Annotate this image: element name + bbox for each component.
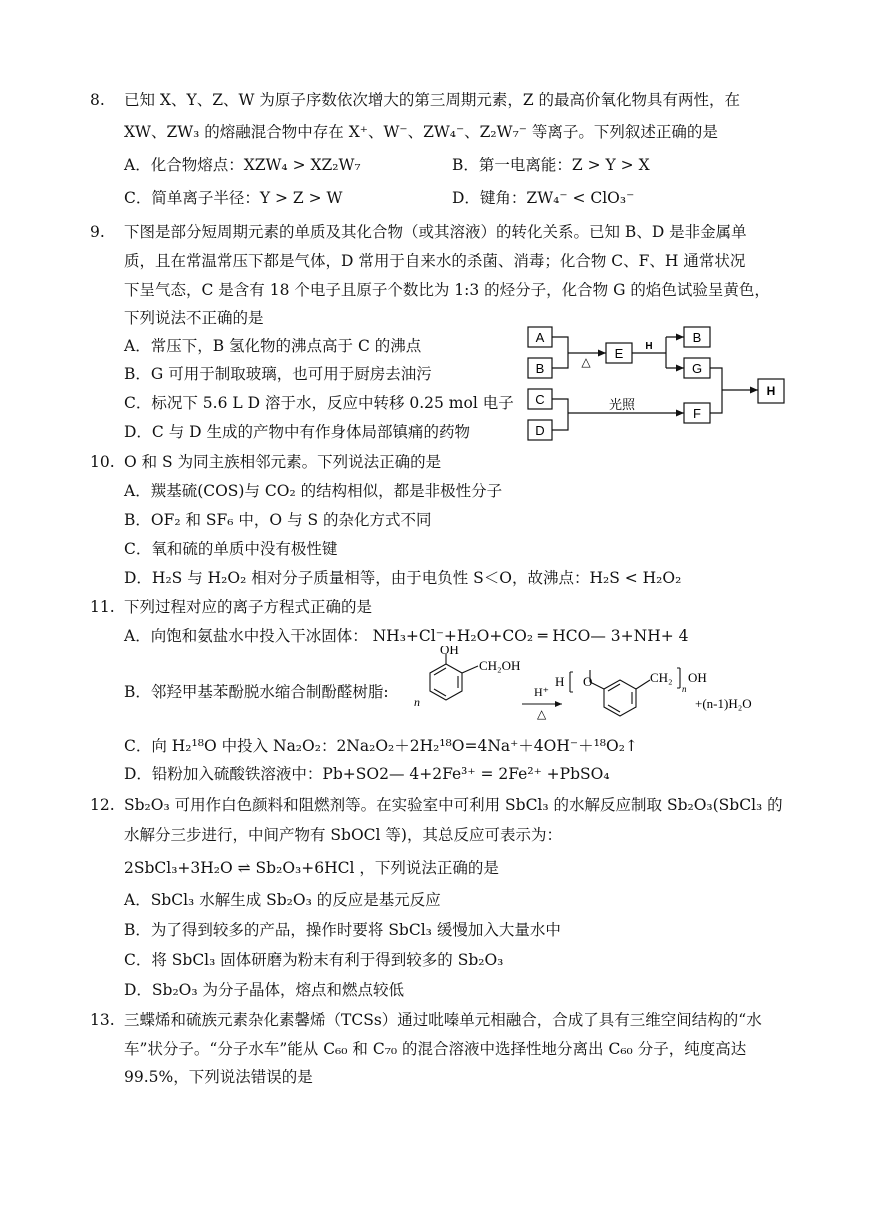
q12-stem-line2: 水解分三步进行，中间产物有 SbOCl 等)，其总反应可表示为： — [124, 826, 562, 844]
q13-stem-line1: 三蝶烯和硫族元素杂化素馨烯（TCSs）通过吡嗪单元相融合，合成了具有三维空间结构的“水 — [124, 1011, 762, 1029]
q8-stem-line2: XW、ZW₃ 的熔融混合物中存在 X⁺、W⁻、ZW₄⁻、Z₂W₇⁻ 等离子。下列叙述正确的是 — [124, 123, 718, 141]
diagram-box-h: H — [766, 384, 776, 398]
q9-option-d: D．C 与 D 生成的产物中有作身体局部镇痛的药物 — [124, 423, 470, 441]
q11-option-a: A．向饱和氨盐水中投入干冰固体： NH₃+Cl⁻+H₂O+CO₂ ═ HCO— 3+NH+ 4 — [124, 627, 689, 645]
formula-n-label: n — [414, 695, 420, 709]
q8-option-d: D．键角：ZW₄⁻ < ClO₃⁻ — [452, 189, 635, 207]
q12-option-d: D．Sb₂O₃ 为分子晶体，熔点和燃点较低 — [124, 981, 405, 999]
q10-stem: O 和 S 为同主族相邻元素。下列说法正确的是 — [124, 453, 442, 471]
q11-option-c: C．向 H₂¹⁸O 中投入 Na₂O₂：2Na₂O₂＋2H₂¹⁸O=4Na⁺＋4OH⁻＋¹⁸O₂↑ — [124, 737, 638, 755]
q12-stem-line1: Sb₂O₃ 可用作白色颜料和阻燃剂等。在实验室中可利用 SbCl₃ 的水解反应制取 Sb₂O₃(SbCl₃ 的 — [124, 796, 783, 814]
formula-oh-label: OH — [440, 646, 459, 657]
q9-option-b: B．G 可用于制取玻璃，也可用于厨房去油污 — [124, 365, 432, 383]
q11-stem: 下列过程对应的离子方程式正确的是 — [124, 598, 373, 616]
q9-option-a: A．常压下，B 氢化物的沸点高于 C 的沸点 — [124, 337, 422, 355]
q9-stem-line4: 下列说法不正确的是 — [124, 309, 264, 327]
diagram-light-label: 光照 — [608, 397, 636, 412]
q11-phenol-resin-formula — [410, 646, 782, 726]
q10-option-d: D．H₂S 与 H₂O₂ 相对分子质量相等，由于电负性 S＜O，故沸点：H₂S < H₂O₂ — [124, 569, 682, 587]
q8-option-a: A．化合物熔点：XZW₄ > XZ₂W₇ — [124, 156, 361, 174]
formula-end-oh-label: OH — [688, 670, 707, 685]
diagram-box-f: F — [693, 406, 701, 421]
diagram-heat-symbol: △ — [581, 355, 591, 369]
diagram-box-e: E — [614, 346, 624, 361]
formula-n-subscript: n — [682, 684, 687, 694]
q9-option-c: C．标况下 5.6 L D 溶于水，反应中转移 0.25 mol 电子 — [124, 394, 514, 412]
diagram-box-a: A — [535, 330, 545, 345]
q9-stem-line2: 质，且在常温常压下都是气体，D 常用于自来水的杀菌、消毒；化合物 C、F、H 通常状况 — [124, 252, 746, 270]
q12-number: 12. — [90, 796, 115, 814]
q12-option-c: C．将 SbCl₃ 固体研磨为粉末有利于得到较多的 Sb₂O₃ — [124, 951, 504, 969]
q11-number: 11. — [90, 598, 115, 616]
q8-number: 8. — [90, 91, 105, 109]
q9-stem-line3: 下呈气态，C 是含有 18 个电子且原子个数比为 1:3 的烃分子，化合物 G 的焰色试验呈黄色， — [124, 281, 770, 299]
q10-number: 10. — [90, 453, 115, 471]
diagram-arrow-label-h: H — [645, 341, 653, 352]
q10-option-c: C．氧和硫的单质中没有极性键 — [124, 540, 338, 558]
diagram-box-b-product: B — [692, 330, 702, 345]
formula-catalyst-label: H⁺ — [534, 685, 549, 699]
q8-stem-line1: 已知 X、Y、Z、W 为原子序数依次增大的第三周期元素，Z 的最高价氧化物具有两性，在 — [124, 91, 741, 109]
q12-option-a: A．SbCl₃ 水解生成 Sb₂O₃ 的反应是基元反应 — [124, 891, 441, 909]
q13-stem-line2: 车”状分子。“分子水车”能从 C₆₀ 和 C₇₀ 的混合溶液中选择性地分离出 C₆₀ 分子，纯度高达 — [124, 1040, 747, 1058]
q8-option-b: B．第一电离能：Z > Y > X — [452, 156, 650, 174]
q13-stem-line3: 99.5%，下列说法错误的是 — [124, 1068, 313, 1086]
q12-option-b: B．为了得到较多的产品，操作时要将 SbCl₃ 缓慢加入大量水中 — [124, 921, 561, 939]
q9-stem-line1: 下图是部分短周期元素的单质及其化合物（或其溶液）的转化关系。已知 B、D 是非金属单 — [124, 223, 747, 241]
q9-conversion-diagram — [520, 322, 792, 446]
q10-option-a: A．羰基硫(COS)与 CO₂ 的结构相似，都是非极性分子 — [124, 482, 503, 500]
formula-water-term: +(n-1)H₂O — [695, 696, 752, 711]
formula-o-label: O — [583, 674, 593, 689]
diagram-box-g: G — [691, 361, 703, 376]
diagram-box-d: D — [535, 423, 545, 438]
q11-option-d: D．铅粉加入硫酸铁溶液中：Pb+SO2— 4+2Fe³⁺ = 2Fe²⁺ +PbSO₄ — [124, 765, 610, 783]
q10-option-b: B．OF₂ 和 SF₆ 中，O 与 S 的杂化方式不同 — [124, 511, 432, 529]
formula-h-label: H — [555, 674, 565, 689]
diagram-box-c: C — [535, 392, 545, 407]
formula-heat-label: △ — [537, 707, 547, 721]
q13-number: 13. — [90, 1011, 115, 1029]
formula-ch2-label: CH₂ — [650, 670, 673, 685]
q11-option-b: B．邻羟甲基苯酚脱水缩合制酚醛树脂: — [124, 683, 389, 701]
diagram-box-b: B — [535, 361, 545, 376]
q8-option-c: C．简单离子半径：Y > Z > W — [124, 189, 343, 207]
q12-stem-line3: 2SbCl₃+3H₂O ⇌ Sb₂O₃+6HCl ，下列说法正确的是 — [124, 859, 499, 877]
q9-number: 9. — [90, 223, 105, 241]
formula-ch2oh-label: CH₂OH — [479, 658, 521, 673]
